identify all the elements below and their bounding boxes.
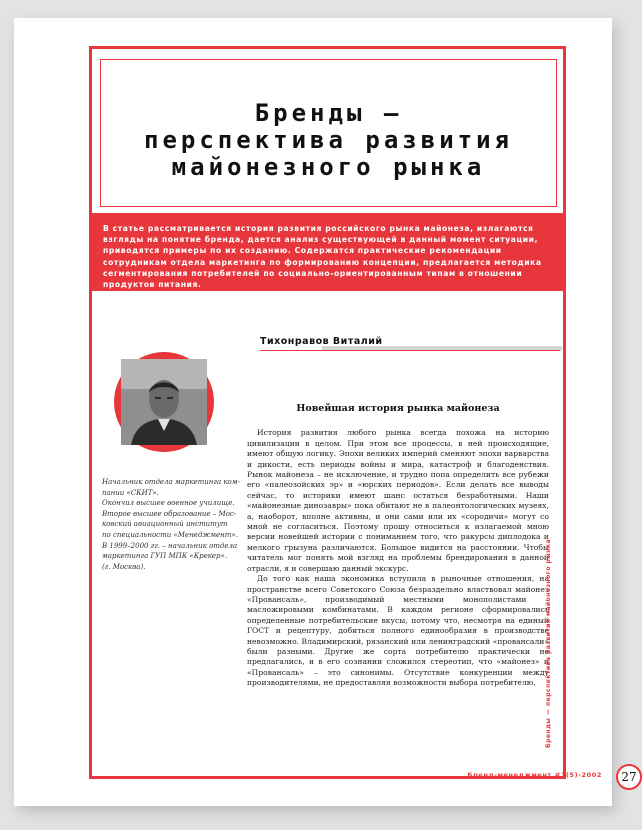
bio-line: ковский авиационный институт (102, 520, 228, 529)
bio-line: Начальник отдела маркетинга ком- (102, 478, 240, 486)
article-paragraph: До того как наша экономика вступила в рыночные отношения, на пространстве всего Советского Союза безраздельно властвовал майонез «Провансаль», производимый местными монополистами – масложировыми комбинатами. В каждом регионе сформировались определенные потребительские вкусы, потому что, несмотря на единый ГОСТ и рецептуру, добиться полного единообразия в производстве невозможно. Владимирский, рязанский или ленинградский «провансали» были разными. Другие же сорта потребителю практически не предлагались, и в его сознании сложился стереотип, что «майонез» и «Провансаль» – это синонимы. Отсутствие конкуренции между производителями, не предоставляя возможности выбора потребителю, (247, 574, 549, 688)
bio-line: Окончил высшее военное училище. (102, 499, 235, 508)
article-title (101, 100, 556, 181)
author-bio (102, 477, 240, 572)
title-line-1: Бренды — (254, 99, 403, 127)
author-photo (121, 359, 207, 445)
title-line-2: перспектива развития (144, 126, 513, 154)
title-box (100, 59, 557, 207)
abstract-box (89, 213, 566, 291)
title-line-3: майонезного рынка (171, 153, 486, 181)
bio-line: Второе высшее образование – Мос- (102, 509, 237, 518)
abstract-text: В статье рассматривается история развития российского рынка майонеза, излагаются взгляды на понятие бренда, дается анализ существующей в данный момент ситуации, приводятся примеры по их созданию. Содержатся практические рекомендации сотрудникам отдела маркетинга по формированию концепции, предлагается методика сегментирования потребителей по социально-ориентированным типам в отношении продуктов питания. (103, 224, 542, 290)
author-name: Тихонравов Виталий (260, 336, 383, 347)
bio-line: по специальности «Менеджмент». (102, 530, 238, 539)
page-number: 27 (616, 764, 642, 790)
side-running-title: Бренды — перспектива развития майонезного рынка (545, 538, 552, 748)
footer-journal: Бренд-менеджмент #1(5)-2002 (467, 771, 602, 779)
red-frame (89, 46, 637, 784)
bio-line: В 1999–2000 гг. – начальник отдела (102, 541, 238, 550)
author-portrait-image (121, 359, 207, 445)
author-rule (260, 350, 560, 351)
article-body (247, 404, 549, 689)
author-photo-ring (114, 352, 214, 452)
magazine-page (14, 18, 637, 806)
bio-line: пании «СКИТ». (102, 488, 159, 497)
article-paragraph: История развития любого рынка всегда похожа на историю цивилизации в целом. При этом все процессы, в ней происходящие, имеют общую логику. Эпохи великих империй сменяют эпохи варварства и дикости, есть периоды войны и мира, катастроф и благоденствия. Рынок майонеза – не исключение, и трудно попа определить все рубежи его «палеозойских эр» и «юрских периодов». Если делать все выводы сейчас, то историки имеют шанс остаться безработными. Наши «майонезные динозавры» пока обитают не в палеонтологических музеях, а, наоборот, вполне активны, и они сами или их «сородичи» могут со мной не согласиться. Поэтому прошу относиться к излагаемой мною версии новейшей истории с пониманием того, что ракурсы диплодока и мелкого грызуна различаются. Большое видится на расстоянии. Чтобы читатель мог понять мой взгляд на проблемы брендирования в данной отрасли, я и совершаю данный экскурс. (247, 428, 549, 573)
bio-line: (г. Москва). (102, 562, 146, 571)
bio-line: маркетинга ГУП МПК «Крекер». (102, 552, 228, 561)
section-heading: Новейшая история рынка майонеза (296, 403, 500, 414)
